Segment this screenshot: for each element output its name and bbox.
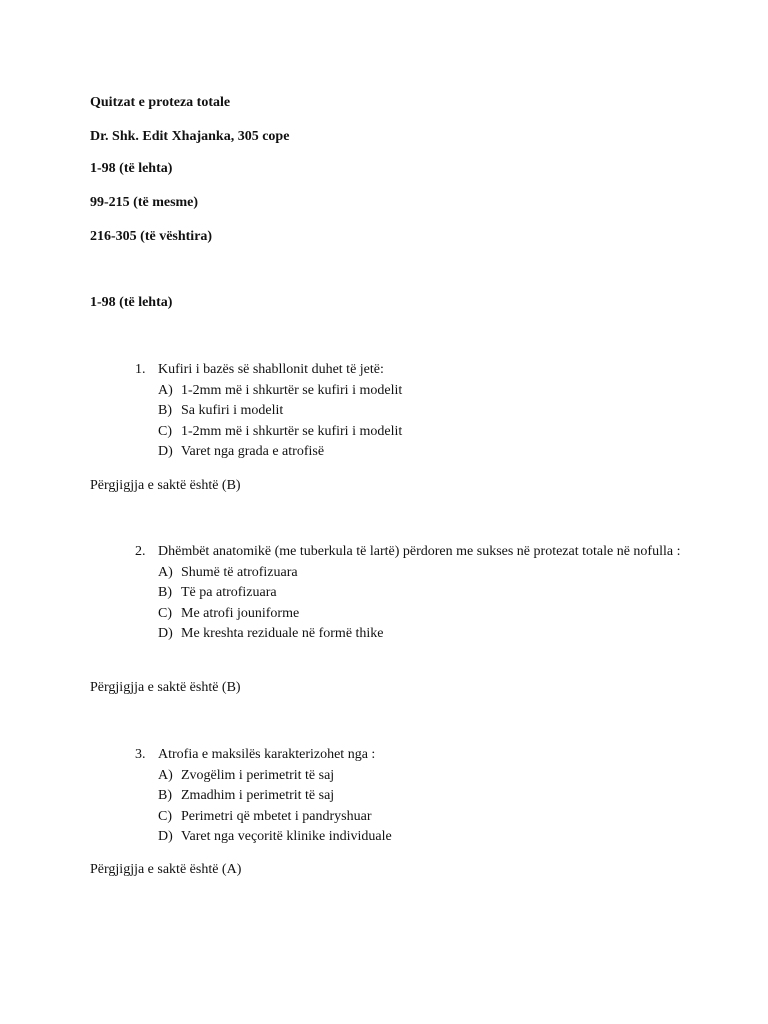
option-text: Varet nga veçoritë klinike individuale	[181, 829, 392, 844]
question-stem	[135, 542, 695, 563]
question-1	[135, 360, 695, 463]
option-letter: B)	[158, 788, 172, 803]
answer-1: Përgjigjja e saktë është (B)	[90, 478, 241, 493]
option-d	[135, 827, 695, 848]
option-text: Sa kufiri i modelit	[181, 403, 284, 418]
option-b	[135, 401, 695, 422]
range-hard: 216-305 (të vështira)	[90, 229, 213, 244]
document-title: Quitzat e proteza totale	[90, 95, 231, 110]
option-text: Shumë të atrofizuara	[181, 564, 298, 580]
option-letter: C)	[158, 423, 172, 439]
option-c	[135, 807, 695, 828]
question-text: Kufiri i bazës së shabllonit duhet të jetë:	[158, 362, 384, 377]
question-number: 1.	[135, 362, 146, 377]
range-easy: 1-98 (të lehta)	[90, 161, 173, 176]
option-text: Të pa atrofizuara	[181, 585, 277, 600]
question-number: 3.	[135, 747, 146, 762]
question-stem	[135, 360, 695, 381]
option-letter: B)	[158, 585, 172, 600]
option-a	[135, 563, 695, 584]
option-c	[135, 422, 695, 443]
document-author: Dr. Shk. Edit Xhajanka, 305 cope	[90, 129, 290, 144]
option-letter: A)	[158, 382, 173, 398]
option-letter: D)	[158, 626, 173, 641]
option-c	[135, 604, 695, 625]
option-text: Perimetri që mbetet i pandryshuar	[181, 808, 372, 824]
option-letter: B)	[158, 403, 172, 418]
question-2	[135, 542, 695, 645]
option-text: Varet nga grada e atrofisë	[181, 444, 325, 459]
option-d	[135, 442, 695, 463]
answer-3: Përgjigjja e saktë është (A)	[90, 862, 242, 877]
option-text: 1-2mm më i shkurtër se kufiri i modelit	[181, 382, 403, 398]
range-medium: 99-215 (të mesme)	[90, 195, 199, 210]
option-text: Zvogëlim i perimetrit të saj	[181, 767, 335, 783]
option-a	[135, 381, 695, 402]
option-d	[135, 624, 695, 645]
answer-2: Përgjigjja e saktë është (B)	[90, 680, 241, 695]
question-3	[135, 745, 695, 848]
question-text: Atrofia e maksilës karakterizohet nga :	[158, 747, 376, 762]
option-text: Me kreshta reziduale në formë thike	[181, 626, 384, 641]
option-b	[135, 583, 695, 604]
question-number: 2.	[135, 544, 146, 559]
option-text: 1-2mm më i shkurtër se kufiri i modelit	[181, 423, 403, 439]
option-letter: C)	[158, 605, 172, 621]
option-letter: D)	[158, 444, 173, 459]
option-letter: D)	[158, 829, 173, 844]
option-text: Me atrofi jouniforme	[181, 605, 300, 621]
option-b	[135, 786, 695, 807]
option-a	[135, 766, 695, 787]
option-text: Zmadhim i perimetrit të saj	[181, 788, 335, 803]
section-title: 1-98 (të lehta)	[90, 295, 173, 310]
option-letter: A)	[158, 767, 173, 783]
question-text: Dhëmbët anatomikë (me tuberkula të lartë) përdoren me sukses në protezat totale në nofulla :	[158, 544, 681, 559]
option-letter: C)	[158, 808, 172, 824]
option-letter: A)	[158, 564, 173, 580]
question-stem	[135, 745, 695, 766]
